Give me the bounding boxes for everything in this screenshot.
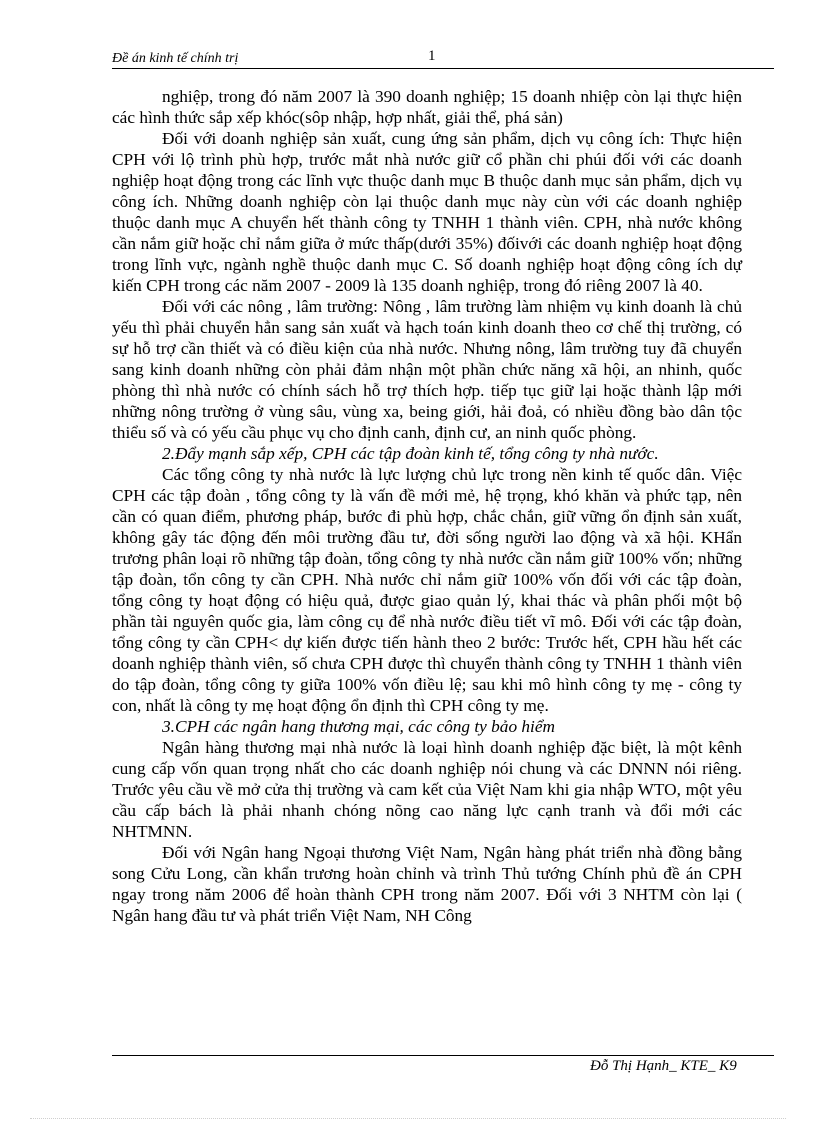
section-heading: 3.CPH các ngân hang thương mại, các công ty bảo hiểm — [162, 717, 556, 736]
page-number: 1 — [428, 48, 436, 64]
paragraph: Các tổng công ty nhà nước là lực lượng chủ lực trong nền kinh tế quốc dân. Việc CPH các tập đoàn , tổng công ty là vấn đề mới mẻ, hệ trọng, khó khăn và phức tạp, nên cần có quan điểm, phương pháp, bước đi phù hợp, chắc chắn, giữ vững ổn định sản xuất, không gây tác động đến môi trường đầu tư, đời sống người lao động và xã hội. KHẩn trương phân loại rõ những tập đoàn, tổng công ty nhà nước cần nắm giữ 100% vốn; những tập đoàn, tổn công ty cần CPH. Nhà nước chỉ nắm giữ 100% vốn đối với các tập đoàn, tổng công ty hoạt động có hiệu quả, được giao quản lý, khai thác và phân phối một bộ phần tài nguyên quốc gia, làm công cụ để nhà nước điều tiết vĩ mô. Đối với các tập đoàn, tổng công ty cần CPH< dự kiến được tiến hành theo 2 bước: Trước hết, CPH hầu hết các doanh nghiệp thành viên, số chưa CPH được thì chuyển thành công ty TNHH 1 thành viên do tập đoàn, tổng công ty giữa 100% vốn điều lệ; sau khi mô hình công ty mẹ - công ty con, nhất là công ty mẹ hoạt động ổn định thì CPH công ty mẹ. — [112, 465, 742, 715]
page-header — [112, 48, 774, 69]
paragraph: nghiệp, trong đó năm 2007 là 390 doanh nghiệp; 15 doanh nhiệp còn lại thực hiện các hình thức sắp xếp khóc(sôp nhập, hợp nhất, giải thể, phá sản) — [112, 87, 742, 127]
paragraph: Đối với các nông , lâm trường: Nông , lâm trường làm nhiệm vụ kinh doanh là chủ yếu thì phải chuyển hẳn sang sản xuất và hạch toán kinh doanh theo cơ chế thị trường, có sự hỗ trợ cần thiết và có điều kiện của nhà nước. Nhưng nông, lâm trường tuy đã chuyển sang kinh doanh những còn phải đảm nhận một phần chức năng xã hội, an nhinh, quốc phòng thì nhà nước có chính sách hỗ trợ thích hợp. tiếp tục giữ lại hoặc thành lập mới những nông trường ở vùng sâu, vùng xa, being giới, hải đoả, có nhiều đồng bào dân tộc thiểu số và có yếu cầu phục vụ cho định canh, định cư, an ninh quốc phòng. — [112, 297, 742, 442]
section-heading: 2.Đẩy mạnh sắp xếp, CPH các tập đoàn kinh tế, tổng công ty nhà nước. — [162, 444, 659, 463]
footer-divider — [112, 1055, 774, 1056]
footer-author: Đỗ Thị Hạnh_ KTE_ K9 — [590, 1058, 737, 1074]
paragraph: Đối với Ngân hang Ngoại thương Việt Nam, Ngân hàng phát triển nhà đồng bằng song Cửu Long, cần khẩn trương hoàn chỉnh và trình Thủ tướng Chính phủ đề án CPH ngay trong năm 2006 để hoàn thành CPH trong năm 2007. Đối với 3 NHTM còn lại ( Ngân hang đầu tư và phát triển Việt Nam, NH Công — [112, 843, 742, 925]
paragraph: Đối với doanh nghiệp sản xuất, cung ứng sản phẩm, dịch vụ công ích: Thực hiện CPH với lộ trình phù hợp, trước mắt nhà nước giữ cổ phần chi phúi đối với các doanh nghiệp hoạt động trong các lĩnh vực thuộc danh mục B thuộc danh mục sản phẩm, dịch vụ công ích. Những doanh nghiệp còn lại thuộc danh mục này cùn với các doanh nghiệp thuộc danh mục A chuyển hết thành công ty TNHH 1 thành viên. CPH, nhà nước không cần nắm giữ hoặc chỉ nắm giữa ở mức thấp(dưới 35%) đốivới các doanh nghiệp hoạt động trong lĩnh vực, ngành nghề thuộc danh mục C. Số doanh nghiệp hoạt động công ích dự kiến CPH trong các năm 2007 - 2009 là 135 doanh nghiệp, trong đó riêng 2007 là 40. — [112, 129, 742, 295]
page-edge-divider — [30, 1118, 786, 1119]
document-body — [112, 86, 742, 926]
paragraph: Ngân hàng thương mại nhà nước là loại hình doanh nghiệp đặc biệt, là một kênh cung cấp vốn quan trọng nhất cho các doanh nghiệp nói chung và các DNNN nói riêng. Trước yêu cầu về mở cửa thị trường và cam kết của Việt Nam khi gia nhập WTO, một yêu cầu cấp bách là phải nhanh chóng nõng cao năng lực cạnh tranh và đổi mới các NHTMNN. — [112, 738, 742, 841]
header-title: Đề án kinh tế chính trị — [112, 51, 239, 66]
